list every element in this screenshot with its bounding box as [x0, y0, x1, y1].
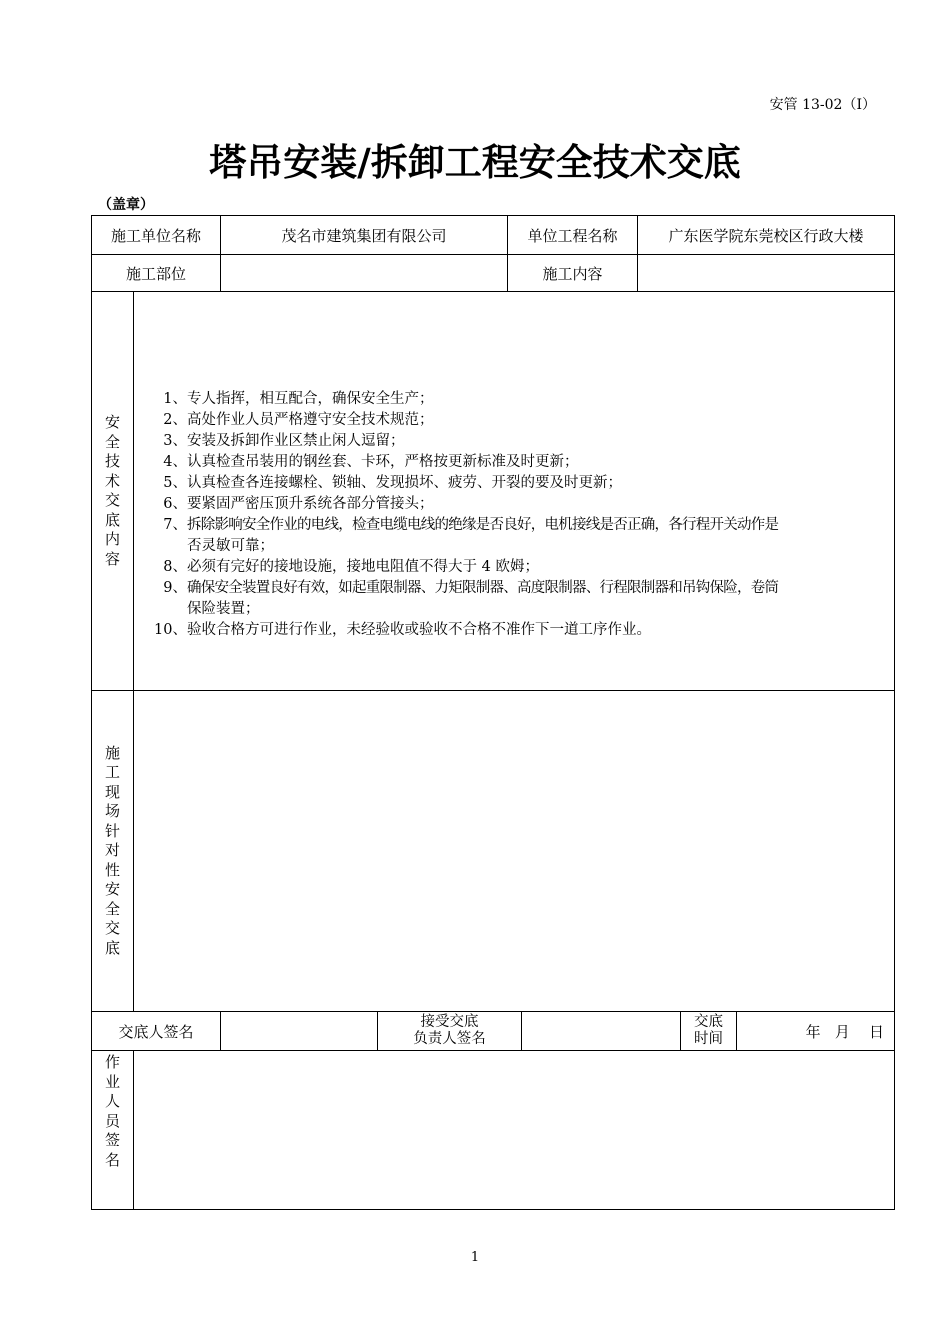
list-item: 6、 要紧固严密压顶升系统各部分管接头； — [163, 496, 434, 512]
list-item: 3、 安装及拆卸作业区禁止闲人逗留； — [163, 433, 405, 449]
construction-unit-label: 施工单位名称 — [91, 215, 221, 255]
list-item: 10、 验收合格方可进行作业，未经验收或验收不合格不准作下一道工序作业。 — [154, 622, 651, 638]
site-safety-label: 施 工 现 场 针 对 性 安 全 交 底 — [91, 690, 134, 1012]
project-name-value: 广东医学院东莞校区行政大楼 — [637, 215, 895, 255]
briefer-signature[interactable] — [220, 1011, 378, 1051]
list-item: 9、 确保安全装置良好有效，如起重限制器、力矩限制器、高度限制器、行程限制器和吊钩保险，卷筒 保险装置； — [163, 580, 779, 617]
safety-content-label: 安 全 技 术 交 底 内 容 — [91, 291, 134, 691]
workers-label: 作 业 人 员 签 名 — [91, 1050, 134, 1210]
page-number: 1 — [470, 1250, 480, 1265]
content-label: 施工内容 — [507, 254, 638, 292]
construction-unit-value: 茂名市建筑集团有限公司 — [220, 215, 508, 255]
stamp-label: （盖章） — [98, 197, 154, 213]
briefer-label: 交底人签名 — [91, 1011, 221, 1051]
receiver-signature[interactable] — [521, 1011, 681, 1051]
safety-content-area — [133, 291, 895, 691]
list-item: 5、 认真检查各连接螺栓、锁轴、发现损坏、疲劳、开裂的要及时更新； — [163, 475, 622, 491]
list-item: 7、 拆除影响安全作业的电线，检查电缆电线的绝缘是否良好，电机接线是否正确，各行程开关动作是 否灵敏可靠； — [163, 517, 779, 554]
location-label: 施工部位 — [91, 254, 221, 292]
project-name-label: 单位工程名称 — [507, 215, 638, 255]
date-field[interactable]: 年 月 日 — [736, 1011, 895, 1051]
form-code: 安管 13-02（I） — [769, 97, 876, 113]
list-item: 8、 必须有完好的接地设施，接地电阻值不得大于 4 欧姆； — [163, 559, 539, 575]
site-safety-area[interactable] — [133, 690, 895, 1012]
list-item: 4、 认真检查吊装用的钢丝套、卡环，严格按更新标准及时更新； — [163, 454, 579, 470]
workers-signature-area[interactable] — [133, 1050, 895, 1210]
content-value — [637, 254, 895, 292]
page-title: 塔吊安装/拆卸工程安全技术交底 — [209, 141, 741, 184]
receiver-label: 接受交底 负责人签名 — [377, 1011, 522, 1051]
time-label: 交底 时间 — [680, 1011, 737, 1051]
list-item: 1、 专人指挥，相互配合，确保安全生产； — [163, 391, 434, 407]
location-value — [220, 254, 508, 292]
list-item: 2、 高处作业人员严格遵守安全技术规范； — [163, 412, 434, 428]
